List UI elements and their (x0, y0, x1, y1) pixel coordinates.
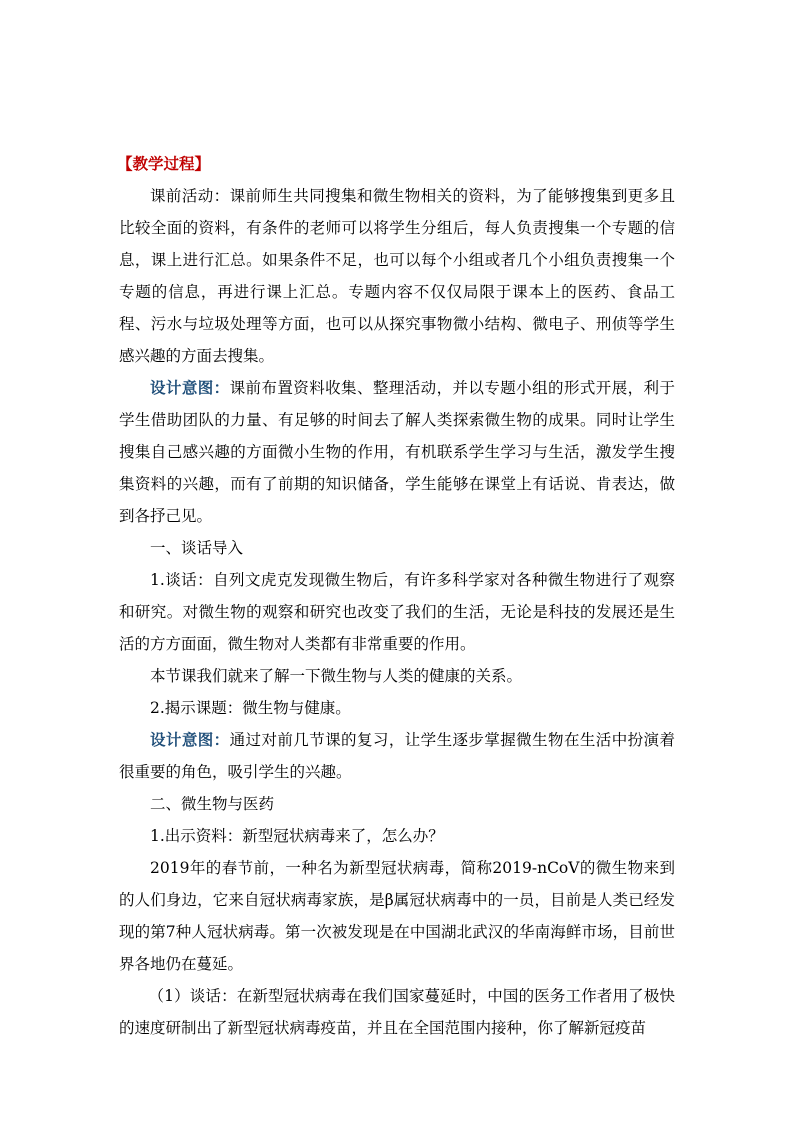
section-1-title: 一、谈话导入 (150, 539, 244, 557)
design-intent-paragraph-1 (119, 372, 675, 532)
item-2-1-1-paragraph: （1）谈话：在新型冠状病毒在我们国家蔓延时，中国的医务工作者用了极快的速度研制出了新型冠状病毒疫苗，并且在全国范围内接种，你了解新冠疫苗 (119, 987, 675, 1037)
item-2-1-text-paragraph: 2019年的春节前，一种名为新型冠状病毒，简称2019-nCoV的微生物来到的人们身边，它来自冠状病毒家族，是β属冠状病毒中的一员，目前是人类已经发现的第7种人冠状病毒。第一次被发现是在中国湖北武汉的华南海鲜市场，目前世界各地仍在蔓延。 (119, 859, 675, 973)
design-intent-text: 通过对前几节课的复习，让学生逐步掌握微生物在生活中扮演着很重要的角色，吸引学生的兴趣。 (119, 731, 675, 781)
item-1-1b-paragraph: 本节课我们就来了解一下微生物与人类的健康的关系。 (150, 667, 523, 685)
design-intent-label: 设计意图： (150, 730, 230, 749)
design-intent-paragraph-2 (119, 724, 675, 788)
design-intent-label: 设计意图： (150, 378, 230, 397)
item-1-2-paragraph: 2.揭示课题：微生物与健康。 (150, 699, 351, 717)
section-2-title: 二、微生物与医药 (150, 795, 275, 813)
section-heading: 【教学过程】 (117, 154, 211, 173)
design-intent-text: 课前布置资料收集、整理活动，并以专题小组的形式开展，利于学生借助团队的力量、有足够的时间去了解人类探索微生物的成果。同时让学生搜集自己感兴趣的方面微小生物的作用，有机联系学生学习与生活，激发学生搜集资料的兴趣，而有了前期的知识储备，学生能够在课堂上有话说、肯表达，做到各抒己见。 (119, 379, 675, 525)
pre-class-activity-paragraph: 课前活动：课前师生共同搜集和微生物相关的资料，为了能够搜集到更多且比较全面的资料，有条件的老师可以将学生分组后，每人负责搜集一个专题的信息，课上进行汇总。如果条件不足，也可以每个小组或者几个小组负责搜集一个专题的信息，再进行课上汇总。专题内容不仅仅局限于课本上的医药、食品工程、污水与垃圾处理等方面，也可以从探究事物微小结构、微电子、刑侦等学生感兴趣的方面去搜集。 (119, 187, 675, 365)
document-page (119, 148, 675, 1044)
item-1-1-paragraph: 1.谈话：自列文虎克发现微生物后，有许多科学家对各种微生物进行了观察和研究。对微生物的观察和研究也改变了我们的生活，无论是科技的发展还是生活的方方面面，微生物对人类都有非常重要的作用。 (119, 571, 675, 653)
item-2-1-paragraph: 1.出示资料：新型冠状病毒来了，怎么办？ (150, 827, 444, 845)
